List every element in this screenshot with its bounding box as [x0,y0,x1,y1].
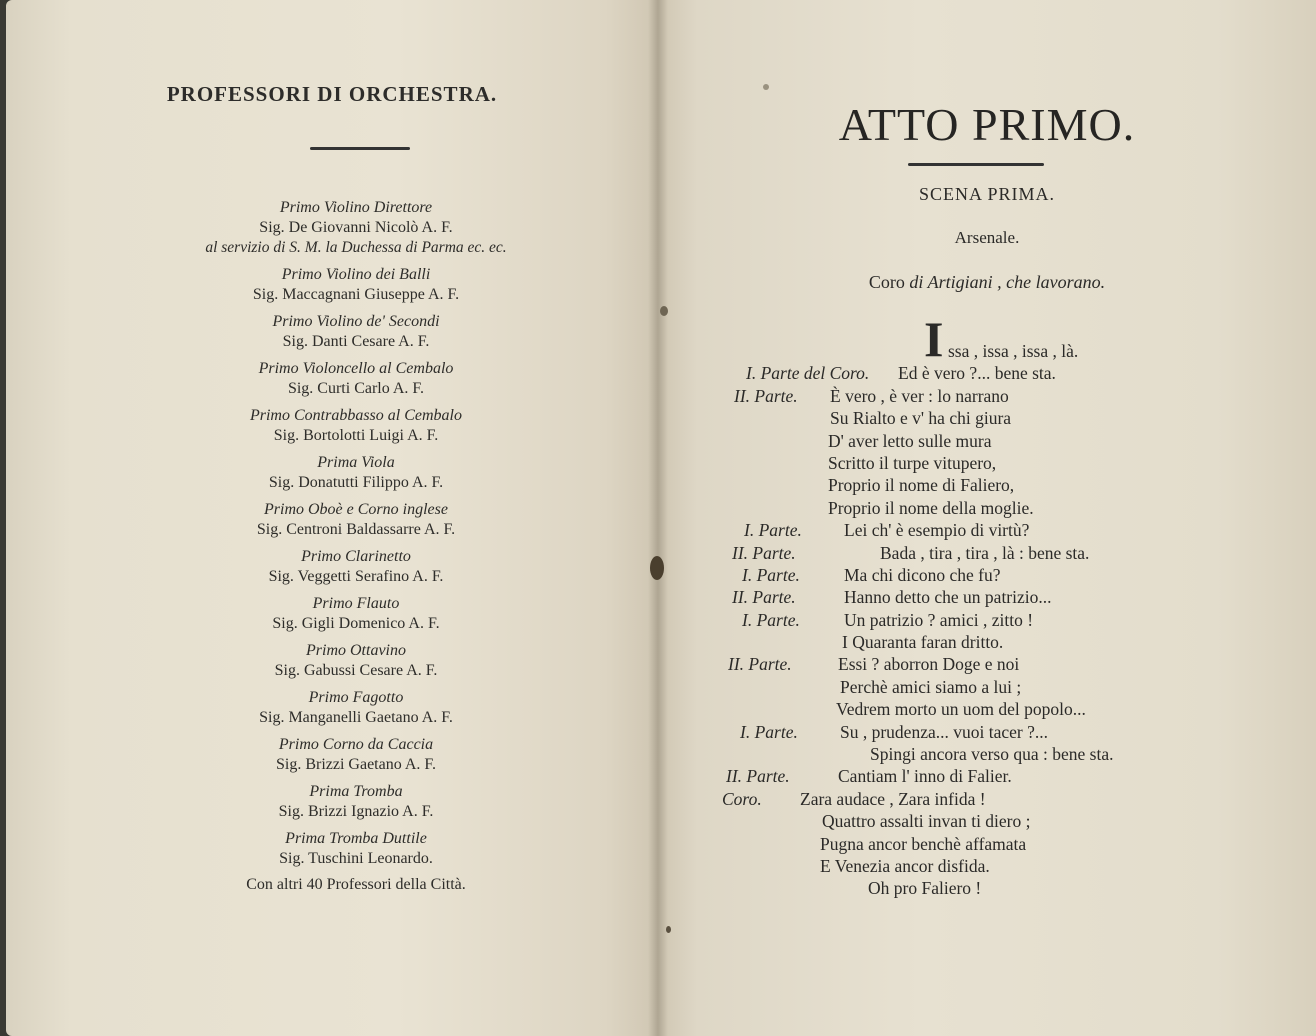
line-speaker: I. Parte. [742,609,800,630]
line-text: Su Rialto e v' ha chi giura [830,408,1012,429]
scene-title: SCENA PRIMA. [918,184,1056,204]
binding-hole [660,306,668,316]
line-text: Ma chi dicono che fu? [844,564,1001,585]
libretto-line [658,698,1316,720]
roster-role: Prima Viola [317,454,395,471]
roster-role: Primo Corno da Caccia [278,736,434,753]
roster-role: Prima Tromba [309,783,403,800]
left-page [6,0,658,1036]
chorus-desc-roman: Coro [868,272,910,292]
roster-name: Sig. Centroni Baldassarre A. F. [256,521,456,538]
libretto-line [658,788,1316,810]
line-text: Su , prudenza... vuoi tacer ?... [840,721,1048,742]
roster-role: Prima Tromba Duttile [285,830,427,847]
libretto-line [658,362,1316,384]
act-title-rule [908,163,1044,166]
roster-name: Sig. Gabussi Cesare A. F. [274,662,438,679]
roster-entry [6,641,658,681]
line-text: Ed è vero ?... bene sta. [898,363,1056,384]
libretto-line [658,631,1316,653]
roster-role: Primo Fagotto [308,689,404,706]
line-speaker: I. Parte. [740,721,798,742]
line-text: Oh pro Faliero ! [868,878,982,899]
roster-role: Primo Violino Direttore [279,199,433,216]
line-speaker: II. Parte. [732,542,796,563]
line-text: Scritto il turpe vitupero, [828,452,997,473]
line-speaker: II. Parte. [732,587,796,608]
libretto-line [658,609,1316,631]
line-speaker: Coro. [722,788,762,809]
roster-name: Sig. Donatutti Filippo A. F. [268,474,444,491]
orchestra-roster [6,198,658,894]
libretto-line [658,430,1316,452]
book-gutter [648,0,668,1036]
drop-cap: I [924,311,944,367]
libretto-line [658,564,1316,586]
line-text: ssa , issa , issa , là. [948,341,1079,361]
line-speaker: I. Parte. [742,564,800,585]
roster-role: Primo Violoncello al Cembalo [258,360,454,377]
roster-entry [6,265,658,305]
libretto-line [658,676,1316,698]
roster-footer: Con altri 40 Professori della Città. [246,876,466,893]
libretto-line [658,586,1316,608]
line-text: Essi ? aborron Doge e noi [838,654,1020,675]
roster-name: Sig. Brizzi Gaetano A. F. [275,756,437,773]
roster-entry [6,500,658,540]
libretto-line [658,452,1316,474]
line-text: È vero , è ver : lo narrano [830,385,1009,406]
chorus-description [658,272,1316,293]
libretto-line [658,474,1316,496]
scene-place: Arsenale. [954,228,1020,247]
line-speaker: II. Parte. [726,766,790,787]
roster-name: Sig. Curti Carlo A. F. [287,380,425,397]
roster-entry [6,547,658,587]
line-text: Spingi ancora verso qua : bene sta. [870,744,1114,765]
line-speaker: I. Parte del Coro. [746,363,870,384]
left-page-title: PROFESSORI DI ORCHESTRA. [166,82,498,106]
libretto-line [658,385,1316,407]
roster-name: Sig. Veggetti Serafino A. F. [268,568,444,585]
roster-entry [6,453,658,493]
libretto-line [658,407,1316,429]
roster-entry [6,782,658,822]
roster-role: Primo Violino de' Secondi [272,313,440,330]
title-ornament [310,147,410,150]
roster-role: Primo Flauto [312,595,400,612]
libretto-line [658,542,1316,564]
right-page [658,0,1316,1036]
roster-name: Sig. Bortolotti Luigi A. F. [273,427,439,444]
libretto-line [658,721,1316,743]
line-text: Vedrem morto un uom del popolo... [836,699,1086,720]
roster-role: Primo Ottavino [306,642,406,659]
line-speaker: I. Parte. [744,520,802,541]
libretto-line [658,743,1316,765]
line-text: Un patrizio ? amici , zitto ! [844,609,1034,630]
roster-name: Sig. De Giovanni Nicolò A. F. [259,219,453,236]
roster-name: Sig. Manganelli Gaetano A. F. [259,709,453,726]
line-text: Proprio il nome di Faliero, [828,475,1015,496]
roster-role: Primo Clarinetto [301,548,411,565]
roster-role: Primo Contrabbasso al Cembalo [249,407,462,424]
page-spot [666,926,671,933]
roster-entry [6,688,658,728]
libretto-line [658,497,1316,519]
line-text: Perchè amici siamo a lui ; [840,676,1022,697]
libretto-line [658,340,1316,362]
roster-role: Primo Violino dei Balli [281,266,431,283]
libretto-line [658,855,1316,877]
libretto-line [658,810,1316,832]
line-text: I Quaranta faran dritto. [842,632,1004,653]
libretto-dialogue [658,311,1316,900]
roster-name: Sig. Gigli Domenico A. F. [272,615,440,632]
roster-entry [6,198,658,258]
line-text: Hanno detto che un patrizio... [844,587,1052,608]
chorus-desc-italic: di Artigiani , che lavorano. [909,272,1106,292]
line-text: E Venezia ancor disfida. [820,855,990,876]
roster-note: al servizio di S. M. la Duchessa di Parma ec. ec. [205,239,507,256]
libretto-line [658,765,1316,787]
roster-entry [6,312,658,352]
roster-entry [6,594,658,634]
roster-entry [6,829,658,869]
line-text: Lei ch' è esempio di virtù? [844,520,1030,541]
roster-name: Sig. Danti Cesare A. F. [282,333,430,350]
line-text: Quattro assalti invan ti diero ; [822,811,1031,832]
roster-role: Primo Oboè e Corno inglese [264,501,448,518]
libretto-line [658,519,1316,541]
libretto-line [658,653,1316,675]
act-title: ATTO PRIMO. [838,99,1136,150]
roster-entry [6,406,658,446]
line-text: Zara audace , Zara infida ! [800,788,986,809]
page-spot [763,84,769,90]
line-text: Proprio il nome della moglie. [828,497,1034,518]
line-speaker: II. Parte. [728,654,792,675]
line-text: Bada , tira , tira , là : bene sta. [880,542,1090,563]
libretto-line [658,877,1316,899]
line-speaker: II. Parte. [734,385,798,406]
binding-hole [650,556,664,580]
roster-entry [6,359,658,399]
roster-name: Sig. Maccagnani Giuseppe A. F. [252,286,460,303]
roster-name: Sig. Tuschini Leonardo. [279,850,433,867]
libretto-line [658,833,1316,855]
roster-entry [6,735,658,775]
line-text: Pugna ancor benchè affamata [820,833,1027,854]
roster-name: Sig. Brizzi Ignazio A. F. [278,803,434,820]
line-text: D' aver letto sulle mura [828,430,992,451]
line-text: Cantiam l' inno di Falier. [838,766,1012,787]
